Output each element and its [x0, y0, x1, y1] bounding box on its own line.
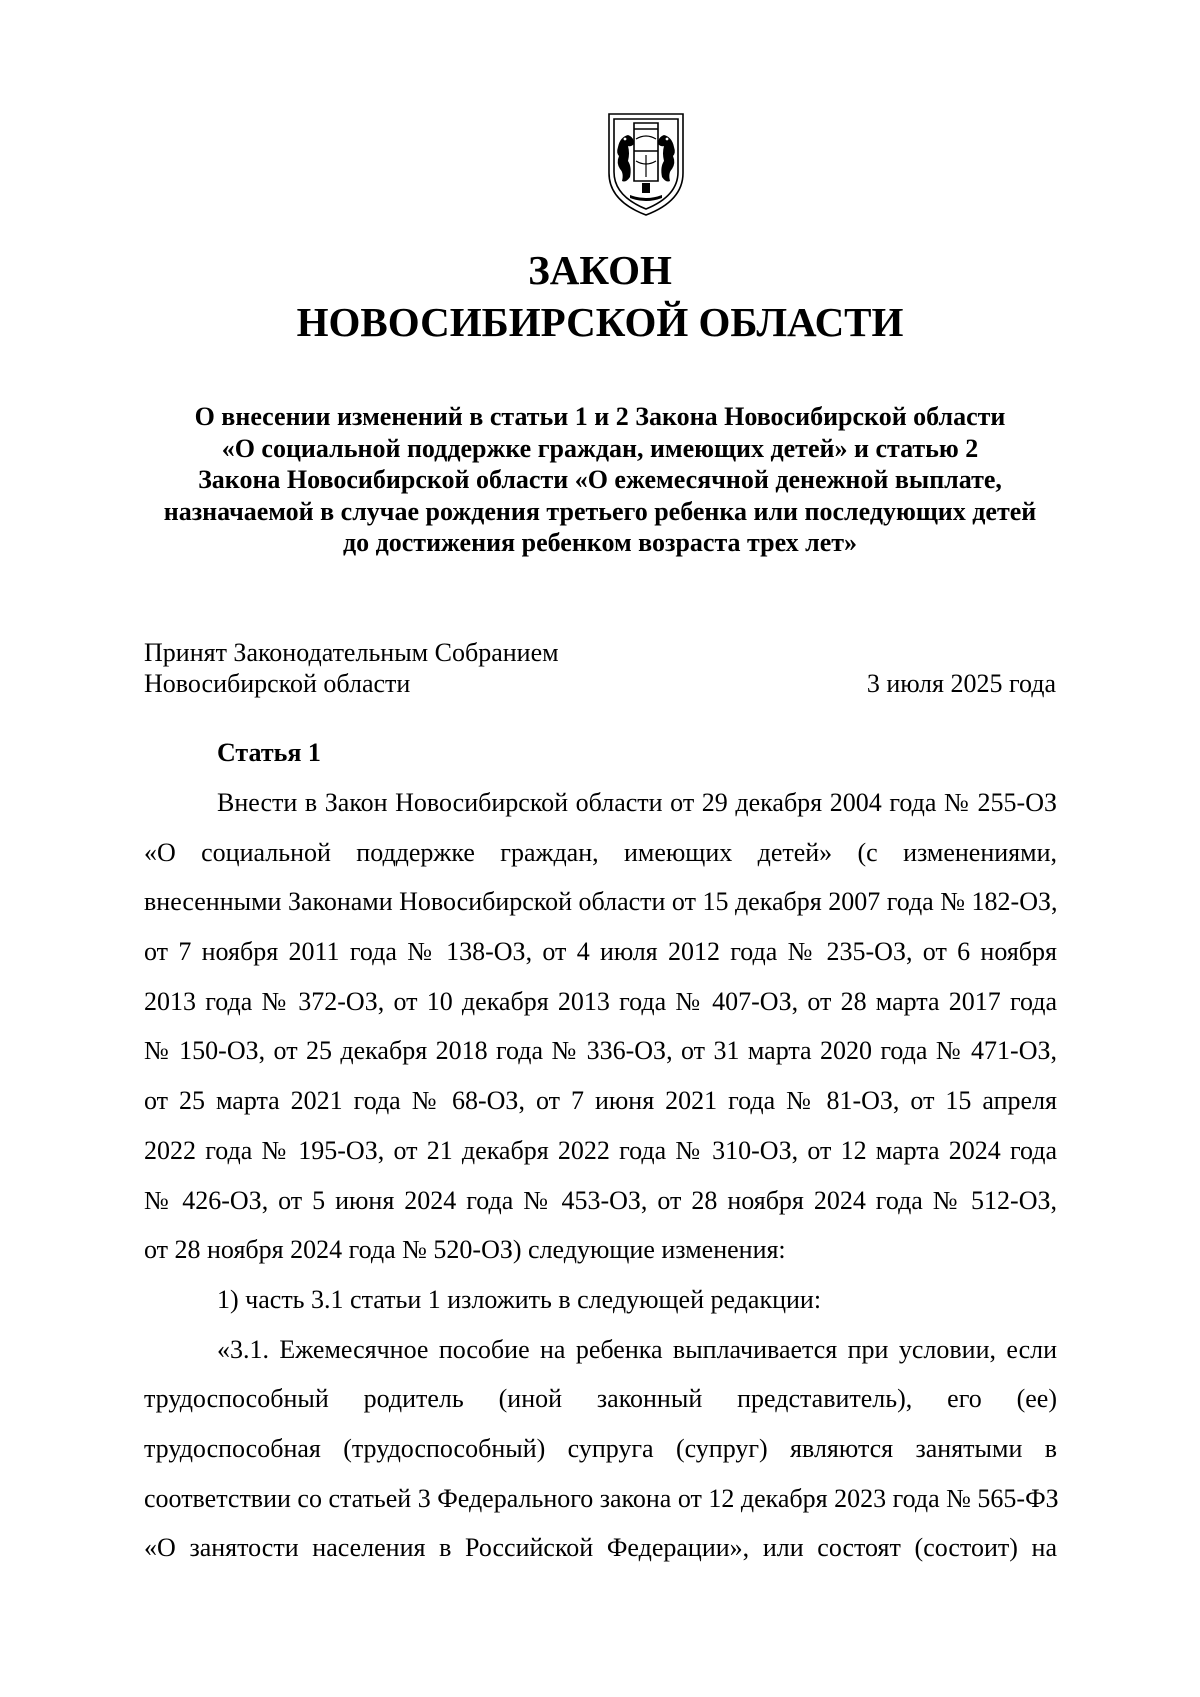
- subtitle-line: Закона Новосибирской области «О ежемесячной денежной выплате,: [198, 465, 1002, 494]
- article-text-line: 2022 года № 195-ОЗ, от 21 декабря 2022 года № 310-ОЗ, от 12 марта 2024 года: [144, 1135, 1057, 1165]
- article-text-line: «О занятости населения в Российской Федерации», или состоят (состоит) на: [144, 1533, 1057, 1563]
- article-text-line: от 25 марта 2021 года № 68-ОЗ, от 7 июня 2021 года № 81-ОЗ, от 15 апреля: [144, 1086, 1057, 1116]
- adopted-by-line-2: Новосибирской области: [144, 669, 411, 698]
- article-text-line: трудоспособный родитель (иной законный представитель), его (ее): [144, 1384, 1057, 1414]
- article-text-line: № 426-ОЗ, от 5 июня 2024 года № 453-ОЗ, от 28 ноября 2024 года № 512-ОЗ,: [144, 1185, 1057, 1215]
- adopted-by-line-1: Принят Законодательным Собранием: [144, 638, 559, 667]
- adoption-date: 3 июля 2025 года: [866, 669, 1056, 698]
- article-text-line: трудоспособная (трудоспособный) супруга (супруг) являются занятыми в: [144, 1433, 1057, 1463]
- document-title-line-2: НОВОСИБИРСКОЙ ОБЛАСТИ: [296, 299, 904, 345]
- article-text-line: от 7 ноября 2011 года № 138-ОЗ, от 4 июля 2012 года № 235-ОЗ, от 6 ноября: [144, 937, 1057, 967]
- subtitle-line: О внесении изменений в статьи 1 и 2 Закона Новосибирской области: [194, 402, 1006, 431]
- article-text-line: 2013 года № 372-ОЗ, от 10 декабря 2013 года № 407-ОЗ, от 28 марта 2017 года: [144, 986, 1057, 1016]
- article-body: [144, 778, 1057, 1573]
- article-text-line: «О социальной поддержке граждан, имеющих детей» (с изменениями,: [144, 837, 1057, 867]
- article-text-line: внесенными Законами Новосибирской области от 15 декабря 2007 года № 182-ОЗ,: [144, 887, 1058, 917]
- article-text-line: Внести в Закон Новосибирской области от 29 декабря 2004 года № 255-ОЗ: [217, 788, 1057, 817]
- article-text-line: 1) часть 3.1 статьи 1 изложить в следующей редакции:: [217, 1284, 822, 1314]
- subtitle-line: до достижения ребенком возраста трех лет»: [342, 528, 858, 557]
- article-text-line: № 150-ОЗ, от 25 декабря 2018 года № 336-ОЗ, от 31 марта 2020 года № 471-ОЗ,: [144, 1036, 1057, 1066]
- document-title-line-1: ЗАКОН: [528, 247, 672, 293]
- subtitle-line: «О социальной поддержке граждан, имеющих детей» и статью 2: [221, 433, 979, 463]
- article-heading: Статья 1: [217, 738, 321, 767]
- coat-of-arms-icon: [604, 111, 688, 217]
- article-text-line: от 28 ноября 2024 года № 520-ОЗ) следующие изменения:: [144, 1235, 786, 1265]
- law-subtitle: [120, 401, 1080, 559]
- subtitle-line: назначаемой в случае рождения третьего ребенка или последующих детей: [163, 496, 1037, 526]
- article-text-line: соответствии со статьей 3 Федерального закона от 12 декабря 2023 года № 565-ФЗ: [144, 1483, 1059, 1513]
- article-text-line: «3.1. Ежемесячное пособие на ребенка выплачивается при условии, если: [217, 1334, 1057, 1364]
- adopted-by-block: [144, 637, 559, 699]
